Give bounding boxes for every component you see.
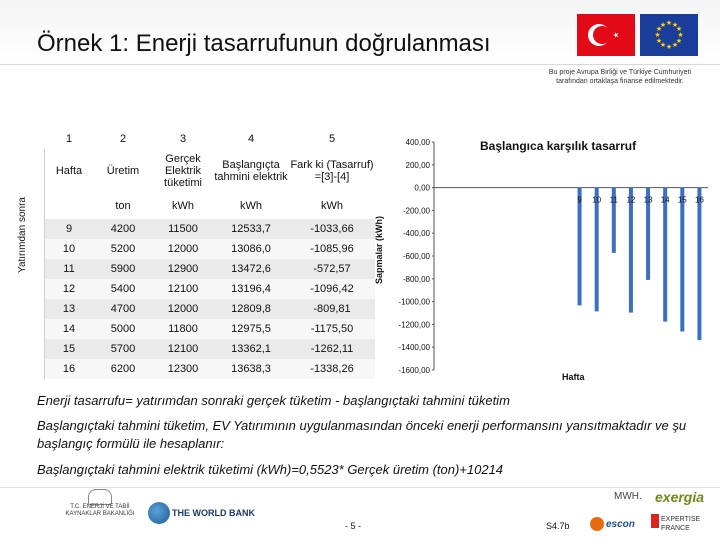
col-header-baseline: Başlangıçta tahmini elektrik (213, 149, 289, 193)
footer-divider (0, 487, 720, 488)
ministry-logo (60, 489, 140, 535)
data-table-container (45, 129, 375, 379)
chart-bar (697, 188, 701, 341)
table-cell: 13362,1 (213, 339, 289, 359)
chart-x-tick-label: 14 (660, 195, 670, 205)
baseline-description: Başlangıçtaki tahmini tüketim, EV Yatırımının uygulanmasından önceki enerji performansını yansıtmaktadır ve şu başlangıç formülü ile hesaplanır: (37, 418, 687, 451)
ministry-name: T.C. ENERJİ VE TABİİ KAYNAKLAR BAKANLIĞI (65, 504, 135, 517)
col-header-difference: Fark ki (Tasarruf) =[3]-[4] (289, 149, 375, 193)
expertise-mark-icon (651, 514, 659, 528)
chart-y-tick-label: 0,00 (414, 183, 430, 193)
table-cell: 12 (45, 279, 93, 299)
col-number: 2 (93, 129, 153, 149)
col-number: 3 (153, 129, 213, 149)
svg-text:★: ★ (671, 21, 679, 29)
chart-y-tick-label: -200,00 (402, 206, 430, 216)
table-cell: -1262,11 (289, 339, 375, 359)
table-cell: -1338,26 (289, 359, 375, 379)
chart-x-tick-label: 11 (609, 195, 618, 205)
table-cell: 14 (45, 319, 93, 339)
svg-text:★: ★ (671, 41, 679, 49)
table-row (45, 239, 375, 259)
chart-y-tick-label: -400,00 (402, 229, 430, 239)
table-cell: 11 (45, 259, 93, 279)
table-row (45, 319, 375, 339)
unit-cell: kWh (289, 193, 375, 219)
page-number: - 5 - (345, 521, 362, 531)
col-number: 5 (289, 129, 375, 149)
column-header-row (45, 149, 375, 193)
unit-cell: ton (93, 193, 153, 219)
table-row (45, 279, 375, 299)
savings-chart (372, 124, 717, 386)
table-cell: 12100 (153, 339, 213, 359)
svg-text:★: ★ (659, 41, 667, 49)
svg-text:★: ★ (665, 19, 673, 27)
table-cell: -1175,50 (289, 319, 375, 339)
escon-logo (590, 513, 644, 535)
table-cell: 4700 (93, 299, 153, 319)
expertise-name: EXPERTISE FRANCE (661, 516, 701, 532)
chart-x-tick-label: 13 (643, 195, 653, 205)
unit-cell: kWh (153, 193, 213, 219)
table-cell: -1033,66 (289, 219, 375, 239)
funding-line-1: Bu proje Avrupa Birliği ve Türkiye Cumhuriyeti (548, 69, 692, 76)
table-row (45, 359, 375, 379)
chart-x-tick-label: 16 (694, 195, 704, 205)
table-cell: 5200 (93, 239, 153, 259)
chart-canvas (372, 124, 717, 386)
escon-name: escon (606, 519, 635, 530)
table-cell: 9 (45, 219, 93, 239)
chart-y-axis-label: Sapmalar (kWh) (374, 216, 384, 285)
svg-text:★: ★ (654, 31, 661, 39)
table-row (45, 259, 375, 279)
funding-note (520, 68, 720, 86)
unit-row (45, 193, 375, 219)
unit-cell (45, 193, 93, 219)
table-cell: 13638,3 (213, 359, 289, 379)
world-bank-logo (148, 502, 255, 528)
world-bank-name: THE WORLD BANK (172, 508, 255, 518)
col-number: 1 (45, 129, 93, 149)
svg-text:★: ★ (675, 25, 683, 33)
escon-mark-icon (590, 517, 604, 531)
table-row (45, 299, 375, 319)
table-cell: -572,57 (289, 259, 375, 279)
eu-flag-icon (640, 14, 698, 56)
table-cell: -1085,96 (289, 239, 375, 259)
table-cell: 12000 (153, 299, 213, 319)
table-cell: 5400 (93, 279, 153, 299)
table-cell: 11800 (153, 319, 213, 339)
chart-x-tick-label: 9 (577, 195, 582, 205)
table-cell: 13196,4 (213, 279, 289, 299)
svg-text:★: ★ (665, 43, 673, 51)
after-investment-label: Yatırımdan sonra (17, 197, 28, 273)
table-cell: 15 (45, 339, 93, 359)
table-cell: 12975,5 (213, 319, 289, 339)
table-cell: 4200 (93, 219, 153, 239)
col-header-week: Hafta (45, 149, 93, 193)
svg-text:★: ★ (675, 37, 683, 45)
slide-reference: S4.7b (546, 521, 570, 531)
chart-y-tick-label: -1000,00 (398, 297, 430, 307)
table-row (45, 339, 375, 359)
chart-title: Başlangıca karşılık tasarruf (480, 139, 637, 153)
chart-y-tick-label: -1200,00 (398, 320, 430, 330)
unit-cell: kWh (213, 193, 289, 219)
chart-x-tick-label: 12 (626, 195, 636, 205)
table-cell: 5900 (93, 259, 153, 279)
chart-bar (663, 188, 667, 322)
table-cell: 12100 (153, 279, 213, 299)
table-cell: 10 (45, 239, 93, 259)
ministry-emblem-icon (88, 489, 112, 505)
svg-text:★: ★ (655, 37, 663, 45)
chart-bar (629, 188, 633, 313)
chart-y-tick-label: 400,00 (405, 138, 430, 147)
col-number: 4 (213, 129, 289, 149)
chart-bar (680, 188, 684, 332)
table-row (45, 219, 375, 239)
mwh-logo: MWH. (614, 491, 642, 502)
chart-x-tick-label: 15 (677, 195, 687, 205)
savings-definition: Enerji tasarrufu= yatırımdan sonraki gerçek tüketim - başlangıçtaki tahmini tüketim (37, 393, 510, 408)
table-cell: 6200 (93, 359, 153, 379)
chart-bar (595, 188, 599, 312)
chart-y-tick-label: -1400,00 (398, 343, 430, 353)
table-cell: 12809,8 (213, 299, 289, 319)
chart-bar (578, 188, 582, 306)
chart-x-axis-label: Hafta (562, 372, 585, 382)
svg-text:★: ★ (677, 31, 684, 39)
header-divider (0, 64, 720, 65)
globe-icon (148, 502, 170, 524)
chart-y-tick-label: -1600,00 (398, 366, 430, 375)
slide-title: Örnek 1: Enerji tasarrufunun doğrulanması (37, 30, 491, 57)
svg-text:★: ★ (659, 21, 667, 29)
table-cell: -1096,42 (289, 279, 375, 299)
table-cell: 13086,0 (213, 239, 289, 259)
table-cell: 12300 (153, 359, 213, 379)
table-cell: 13472,6 (213, 259, 289, 279)
expertise-france-logo (651, 514, 707, 536)
table-cell: 11500 (153, 219, 213, 239)
table-cell: 5000 (93, 319, 153, 339)
table-cell: 13 (45, 299, 93, 319)
col-header-production: Üretim (93, 149, 153, 193)
col-header-actual: Gerçek Elektrik tüketimi (153, 149, 213, 193)
column-number-row (45, 129, 375, 149)
funding-line-2: tarafından ortaklaşa finanse edilmektedir. (556, 78, 684, 85)
table-cell: -809,81 (289, 299, 375, 319)
table-cell: 12533,7 (213, 219, 289, 239)
table-cell: 5700 (93, 339, 153, 359)
svg-text:★: ★ (655, 25, 663, 33)
savings-table (45, 129, 375, 379)
chart-y-tick-label: -800,00 (402, 274, 430, 284)
baseline-formula: Başlangıçtaki tahmini elektrik tüketimi (kWh)=0,5523* Gerçek üretim (ton)+10214 (37, 462, 504, 477)
chart-y-tick-label: 200,00 (405, 160, 430, 170)
table-cell: 16 (45, 359, 93, 379)
table-cell: 12000 (153, 239, 213, 259)
turkey-flag-icon (577, 14, 635, 56)
exergia-logo: exergia (655, 489, 705, 505)
table-cell: 12900 (153, 259, 213, 279)
chart-x-tick-label: 10 (592, 195, 602, 205)
chart-y-tick-label: -600,00 (402, 252, 430, 261)
